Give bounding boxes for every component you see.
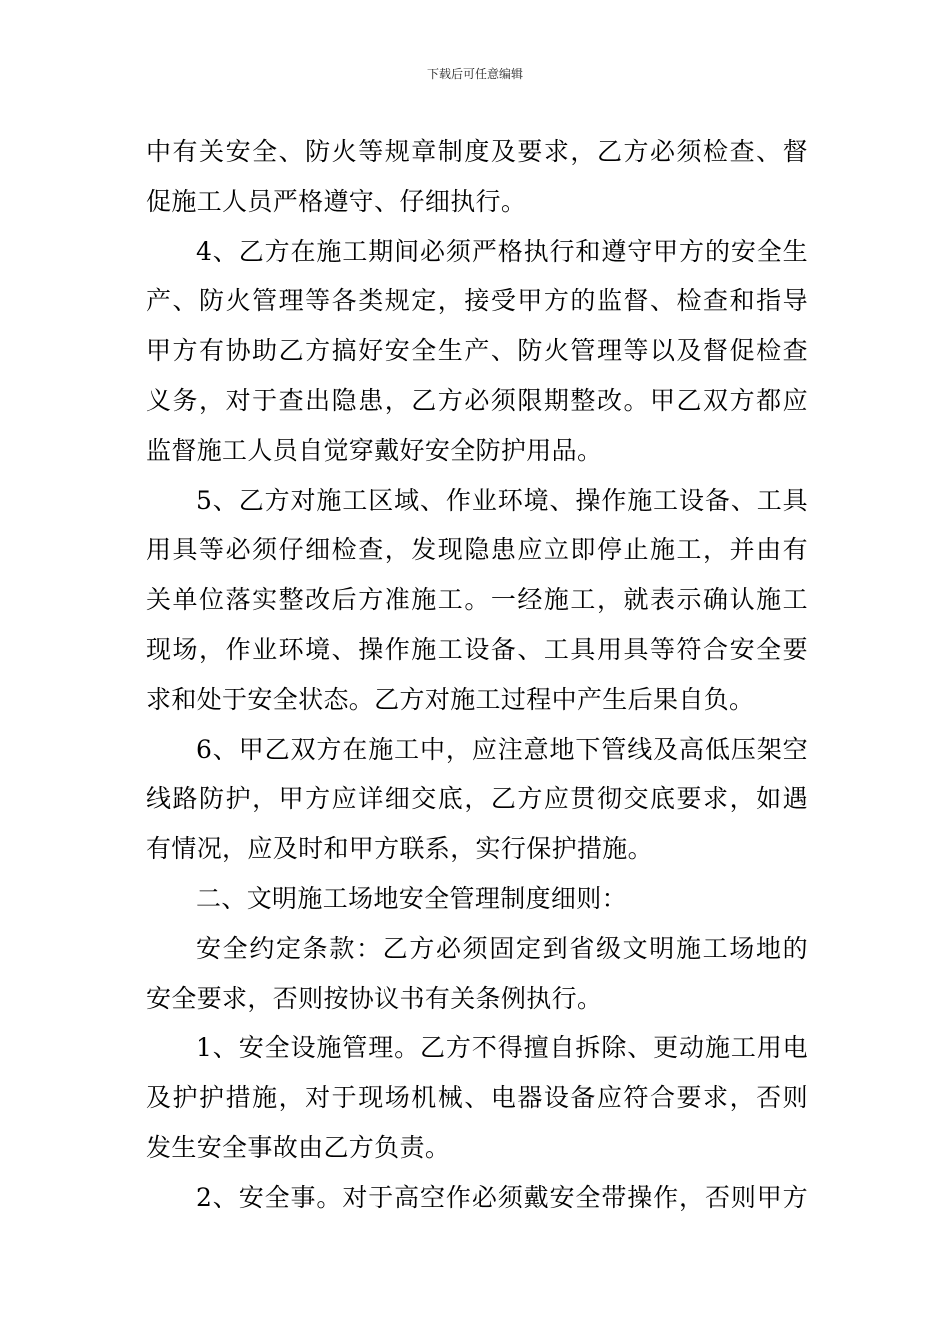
text-line: 4、乙方在施工期间必须严格执行和遵守甲方的安全生 — [196, 236, 808, 266]
text-line: 2、安全事。对于高空作必须戴安全带操作，否则甲方 — [196, 1182, 808, 1212]
text-line: 求和处于安全状态。乙方对施工过程中产生后果自负。 — [146, 684, 755, 714]
text-line: 关单位落实整改后方准施工。一经施工，就表示确认施工 — [146, 585, 808, 615]
text-line: 用具等必须仔细检查，发现隐患应立即停止施工，并由有 — [146, 535, 808, 565]
text-line: 促施工人员严格遵守、仔细执行。 — [146, 186, 527, 216]
document-body — [146, 127, 808, 1223]
text-line: 安全要求，否则按协议书有关条例执行。 — [146, 983, 603, 1013]
text-line: 1、安全设施管理。乙方不得擅自拆除、更动施工用电 — [196, 1033, 808, 1063]
text-line: 中有关安全、防火等规章制度及要求，乙方必须检查、督 — [146, 137, 808, 166]
text-line: 二、文明施工场地安全管理制度细则： — [196, 883, 627, 913]
text-line: 及护护措施，对于现场机械、电器设备应符合要求，否则 — [146, 1083, 808, 1113]
text-line: 发生安全事故由乙方负责。 — [146, 1132, 451, 1162]
text-line: 监督施工人员自觉穿戴好安全防护用品。 — [146, 435, 603, 465]
text-line: 产、防火管理等各类规定，接受甲方的监督、检查和指导 — [146, 286, 808, 316]
text-line: 甲方有协助乙方搞好安全生产、防火管理等以及督促检查 — [146, 336, 808, 366]
text-line: 5、乙方对施工区域、作业环境、操作施工设备、工具 — [196, 485, 808, 515]
text-line: 现场，作业环境、操作施工设备、工具用具等符合安全要 — [146, 634, 808, 664]
text-line: 安全约定条款：乙方必须固定到省级文明施工场地的 — [196, 933, 808, 963]
text-line: 线路防护，甲方应详细交底，乙方应贯彻交底要求，如遇 — [146, 784, 808, 814]
text-line: 6、甲乙双方在施工中，应注意地下管线及高低压架空 — [196, 734, 808, 764]
page-header: 下载后可任意编辑 — [426, 67, 523, 81]
text-line: 有情况，应及时和甲方联系，实行保护措施。 — [146, 834, 654, 864]
text-line: 义务，对于查出隐患，乙方必须限期整改。甲乙双方都应 — [146, 385, 808, 415]
